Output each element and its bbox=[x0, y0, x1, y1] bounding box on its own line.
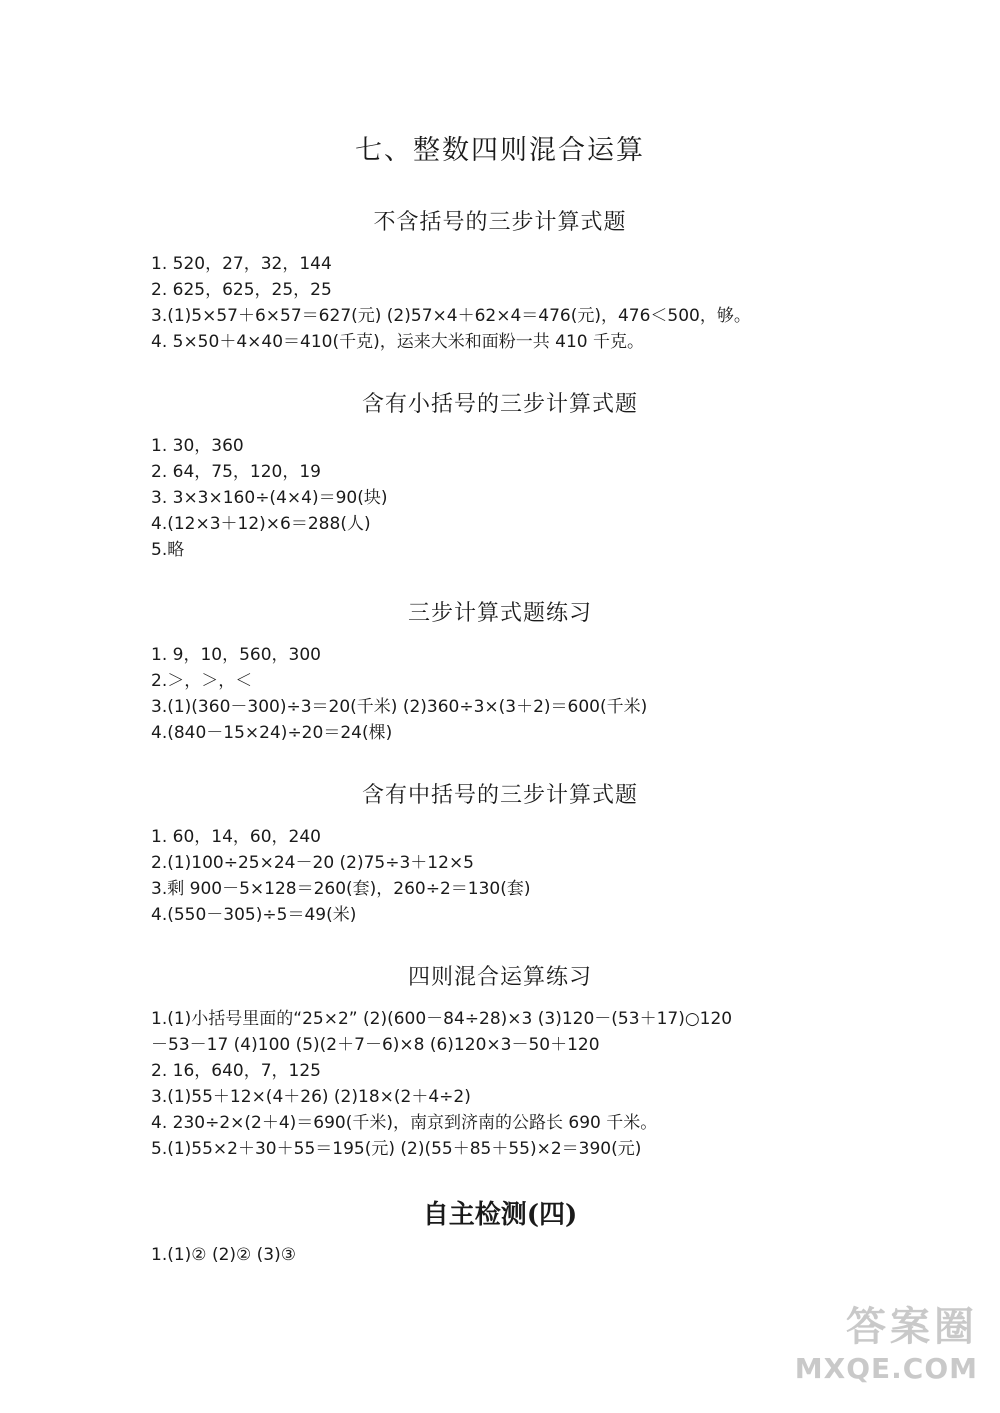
answer-line: 2.＞，＞，＜ bbox=[151, 671, 253, 691]
section-3-answers bbox=[151, 642, 871, 746]
answer-line: 1. 9，10，560，300 bbox=[151, 645, 321, 665]
answer-line: 2. 16，640，7，125 bbox=[151, 1061, 321, 1081]
section-4-answers bbox=[151, 824, 871, 928]
answer-line: 4.(840－15×24)÷20＝24(棵) bbox=[151, 723, 393, 743]
self-test-answers bbox=[151, 1242, 871, 1268]
answer-line: 1. 30，360 bbox=[151, 436, 244, 456]
answer-line: 4.(12×3＋12)×6＝288(人) bbox=[151, 514, 371, 534]
answer-line: 3.(1)(360－300)÷3＝20(千米) (2)360÷3×(3＋2)＝600(千米) bbox=[151, 697, 648, 717]
answer-line: 5.(1)55×2＋30＋55＝195(元) (2)(55＋85＋55)×2＝390(元) bbox=[151, 1139, 642, 1159]
answer-line: 3.(1)5×57＋6×57＝627(元) (2)57×4＋62×4＝476(元)，476＜500，够。 bbox=[151, 306, 751, 326]
watermark-url: MXQE.COM bbox=[794, 1352, 978, 1385]
answer-line: 1. 520，27，32，144 bbox=[151, 254, 332, 274]
answer-line: 1.(1)小括号里面的“25×2” (2)(600－84÷28)×3 (3)120－(53＋17)○120 bbox=[151, 1009, 733, 1029]
answer-line: 5.略 bbox=[151, 540, 185, 560]
answer-line: 1.(1)② (2)② (3)③ bbox=[151, 1245, 296, 1265]
answer-line: 2. 625，625，25，25 bbox=[151, 280, 332, 300]
section-1-answers bbox=[151, 251, 871, 355]
section-2-answers bbox=[151, 433, 871, 563]
section-heading-3: 三步计算式题练习 bbox=[407, 601, 592, 626]
answer-line: 4.(550－305)÷5＝49(米) bbox=[151, 905, 357, 925]
section-heading-4: 含有中括号的三步计算式题 bbox=[361, 783, 638, 808]
answer-line: －53－17 (4)100 (5)(2＋7－6)×8 (6)120×3－50＋120 bbox=[151, 1035, 600, 1055]
section-5-answers bbox=[151, 1006, 871, 1162]
page-title: 七、整数四则混合运算 bbox=[355, 135, 645, 166]
watermark bbox=[708, 1295, 978, 1395]
answer-line: 3. 3×3×160÷(4×4)＝90(块) bbox=[151, 488, 388, 508]
answer-line: 3.剩 900－5×128＝260(套)，260÷2＝130(套) bbox=[151, 879, 531, 899]
section-heading-5: 四则混合运算练习 bbox=[407, 965, 592, 990]
self-test-heading: 自主检测(四) bbox=[422, 1200, 578, 1230]
section-heading-1: 不含括号的三步计算式题 bbox=[373, 210, 627, 235]
answer-line: 4. 230÷2×(2＋4)＝690(千米)，南京到济南的公路长 690 千米。 bbox=[151, 1113, 658, 1133]
answer-line: 2. 64，75，120，19 bbox=[151, 462, 321, 482]
answer-line: 4. 5×50＋4×40＝410(千克)，运来大米和面粉一共 410 千克。 bbox=[151, 332, 644, 352]
answer-line: 2.(1)100÷25×24－20 (2)75÷3＋12×5 bbox=[151, 853, 474, 873]
answer-line: 3.(1)55＋12×(4＋26) (2)18×(2＋4÷2) bbox=[151, 1087, 471, 1107]
watermark-logo: 答案圈 bbox=[846, 1304, 978, 1350]
section-heading-2: 含有小括号的三步计算式题 bbox=[361, 392, 638, 417]
answer-line: 1. 60，14，60，240 bbox=[151, 827, 321, 847]
